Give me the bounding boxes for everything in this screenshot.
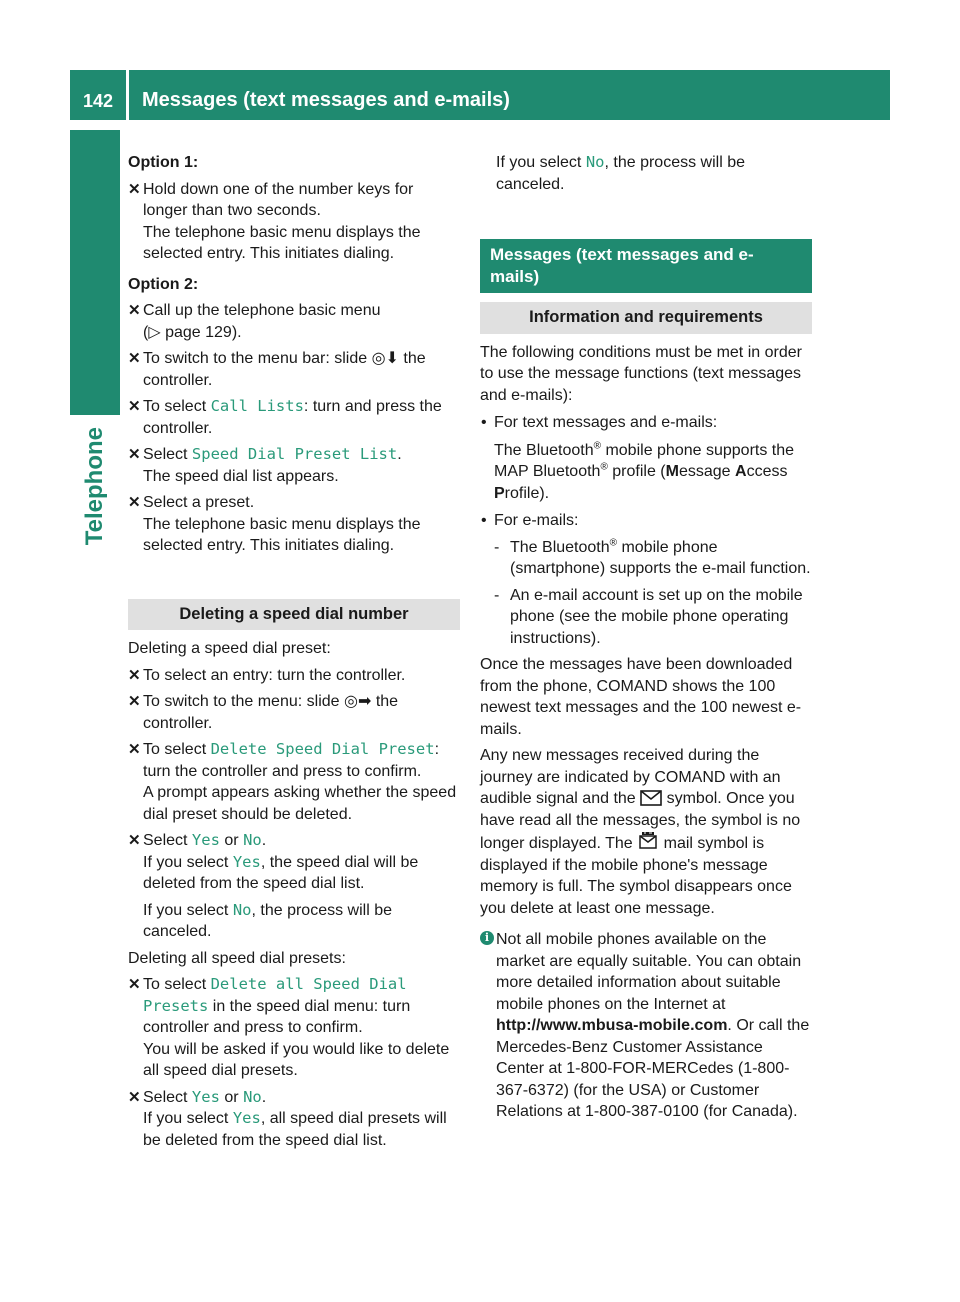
step: ✕ To select an entry: turn the controller. (128, 665, 460, 687)
step: ✕ To switch to the menu bar: slide ◎⬇ the controller. (128, 350, 426, 389)
reference-triangle-icon: ▷ (148, 323, 161, 341)
continued-result: If you select No, the process will be canceled. (496, 153, 746, 193)
step-arrow-icon: ✕ (128, 302, 141, 319)
paragraph: The following conditions must be met in order to use the message functions (text messages and e-mails): (480, 343, 802, 404)
paragraph: Deleting a speed dial preset: (128, 640, 331, 657)
info-icon: i (480, 931, 494, 945)
menu-item-code: Presets (143, 996, 209, 1015)
step-arrow-icon: ✕ (128, 494, 141, 511)
envelope-icon (640, 790, 662, 806)
step: ✕ To select Delete all Speed Dial Presets in the speed dial menu: turn controller and press to confirm. You will be asked if you would like to delete all speed dial presets. (128, 975, 450, 1079)
paragraph: Once the messages have been downloaded from the phone, COMAND shows the 100 newest text messages and the 100 newest e-mails. (480, 656, 802, 738)
step-arrow-icon: ✕ (128, 666, 141, 684)
menu-item-code: Yes (232, 852, 261, 871)
bullet-item: • For text messages and e-mails: (481, 414, 718, 431)
step: ✕ To select Call Lists: turn and press the controller. (128, 397, 442, 437)
menu-item-code: Yes (191, 831, 220, 849)
step-arrow-icon: ✕ (128, 741, 141, 758)
step: ✕ To select Delete Speed Dial Preset: turn the controller and press to confirm. A prompt appears asking whether the speed dial preset should be deleted. (128, 740, 457, 823)
option-1-label: Option 1: (128, 154, 199, 171)
step-arrow-icon: ✕ (128, 446, 141, 463)
bullet-detail: The Bluetooth® mobile phone supports the MAP Bluetooth® profile (Message Access Profile). (494, 440, 795, 502)
menu-item-code: No (232, 900, 252, 919)
left-column (128, 152, 460, 1151)
menu-item-code: Speed Dial Preset List (191, 445, 398, 463)
option-2-label: Option 2: (128, 275, 199, 293)
page-header-title: Messages (text messages and e-mails) (142, 89, 510, 111)
step-arrow-icon: ✕ (128, 832, 141, 849)
menu-item-code: No (585, 153, 605, 171)
paragraph: Any new messages received during the journey are indicated by COMAND with an audible signal and the symbol. Once you have read all the messages, the symbol is no longer displayed. The mail symbol is displayed if the mobile phone's message memory is full. The symbol disappears once you delete at least one message. (480, 747, 801, 917)
menu-item-code: Delete Speed Dial Preset (210, 740, 435, 758)
step: ✕ Select Speed Dial Preset List. The speed dial list appears. (128, 445, 402, 485)
section-heading: Messages (text messages and e-mails) (480, 239, 812, 293)
subsection-heading: Information and requirements (480, 302, 812, 334)
menu-item-code: No (243, 831, 262, 849)
side-tab-label: Telephone (81, 426, 108, 545)
page-number: 142 (82, 91, 114, 111)
step: ✕ Call up the telephone basic menu (▷ page 129). (128, 302, 381, 341)
step-arrow-icon: ✕ (128, 1088, 141, 1106)
right-column (480, 152, 812, 1123)
step: ✕ To switch to the menu: slide ◎➡ the controller. (128, 693, 399, 732)
header-divider (126, 70, 129, 120)
dash-item: - The Bluetooth® mobile phone (smartphone) supports the e-mail function. (494, 537, 811, 577)
mail-full-icon (637, 831, 659, 851)
step-arrow-icon: ✕ (128, 398, 141, 415)
step-arrow-icon: ✕ (128, 693, 141, 710)
menu-item-code: Yes (191, 1087, 220, 1106)
step: ✕ Select Yes or No. If you select Yes, all speed dial presets will be deleted from the speed dial list. (128, 1087, 447, 1149)
menu-item-code: No (243, 1087, 262, 1106)
menu-item-code: Yes (232, 1109, 261, 1127)
step-arrow-icon: ✕ (128, 976, 141, 993)
step: ✕ Hold down one of the number keys for longer than two seconds. The telephone basic menu displays the selected entry. This initiates dialing. (128, 180, 421, 262)
bullet-item: • For e-mails: (481, 512, 579, 529)
dash-item: - An e-mail account is set up on the mobile phone (see the mobile phone operating instructions). (494, 586, 803, 647)
step: ✕ Select a preset. The telephone basic menu displays the selected entry. This initiates dialing. (128, 494, 421, 554)
controller-slide-down-icon: ◎⬇ (371, 350, 399, 367)
paragraph: Deleting all speed dial presets: (128, 949, 346, 967)
section-heading: Deleting a speed dial number (128, 599, 460, 631)
website-link[interactable]: http://www.mbusa-mobile.com (496, 1017, 728, 1034)
menu-item-code: Call Lists (210, 397, 304, 415)
controller-slide-right-icon: ◎➡ (344, 693, 372, 710)
step-arrow-icon: ✕ (128, 180, 141, 198)
info-note: i Not all mobile phones available on the market are equally suitable. You can obtain more detailed information about suitable mobile phones on the Internet at http://www.mbusa-mobile.com. Or call the Mercedes-Benz Customer Assistance Center at 1-800-FOR-MERCedes (1-800-367-6372) (for the USA) or Customer Relations at 1-800-387-0100 (for Canada). (480, 929, 812, 1123)
step-arrow-icon: ✕ (128, 350, 141, 367)
step: ✕ Select Yes or No. If you select Yes, the speed dial will be deleted from the speed dial list. If you select No, the process will be canceled. (128, 831, 419, 940)
menu-item-code: Delete all Speed Dial (210, 975, 407, 993)
